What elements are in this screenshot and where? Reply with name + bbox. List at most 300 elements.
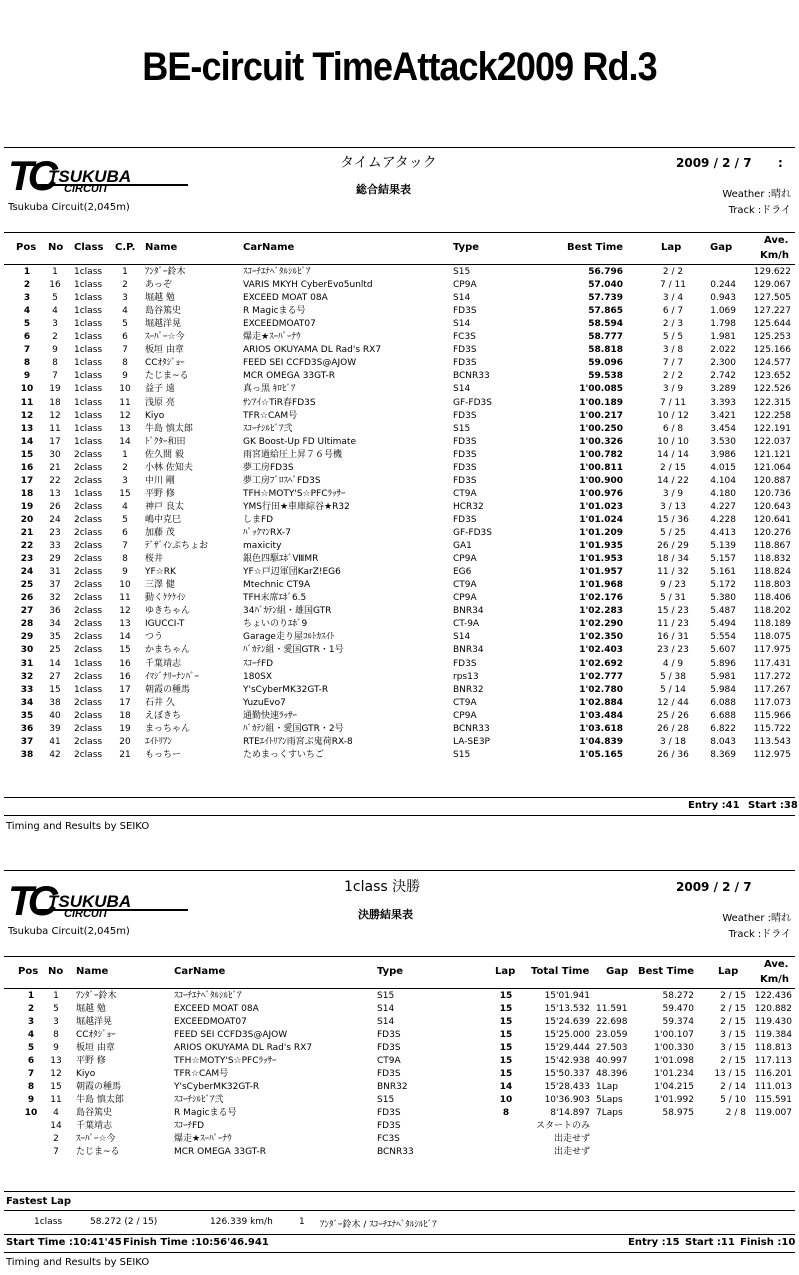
- cell-ave: 119.384: [754, 1030, 792, 1040]
- cell-ave: 118.867: [753, 541, 791, 552]
- cell-pos: 9: [23, 371, 31, 382]
- cell-lap: 5 / 38: [660, 671, 686, 682]
- cell-car: R Magicまる号: [243, 306, 306, 317]
- cell-class: 2class: [74, 697, 103, 708]
- cell-type: rps13: [453, 671, 479, 682]
- cell-lap: 15: [499, 1056, 513, 1066]
- cell-no: 2: [53, 1134, 59, 1144]
- cell-no: 15: [49, 684, 61, 695]
- s1-col-lap: Lap: [661, 242, 682, 253]
- cell-car: TFR☆CAM号: [174, 1069, 229, 1079]
- cell-type: FD3S: [453, 475, 477, 486]
- cell-class: 1class: [74, 410, 103, 421]
- table-row: [0, 1016, 799, 1029]
- s2-footer-rule-1: [4, 1234, 795, 1235]
- cell-class: 2class: [74, 736, 103, 747]
- cell-name: 三澤 健: [145, 580, 175, 591]
- cell-class: 2class: [74, 671, 103, 682]
- cell-best: 1'01.024: [579, 514, 623, 525]
- cell-cp: 15: [119, 488, 131, 499]
- cell-total: 15'50.337: [544, 1069, 590, 1079]
- cell-best: 1'00.217: [579, 410, 623, 421]
- cell-gap: 27.503: [596, 1043, 628, 1053]
- cell-class: 2class: [74, 449, 103, 460]
- cell-car: ｽｺｰﾁFD: [174, 1121, 205, 1131]
- cell-lap: 5 / 31: [660, 593, 686, 604]
- cell-type: FD3S: [453, 410, 477, 421]
- s2-fastest-rule: [4, 1191, 795, 1192]
- s2-col-lap2: Lap: [718, 966, 739, 977]
- cell-lap: 14 / 22: [657, 475, 689, 486]
- cell-lap: 15: [499, 1043, 513, 1053]
- s2-fastest-rule-2: [4, 1210, 795, 1211]
- cell-pos: 4: [27, 1030, 35, 1040]
- cell-car: 爆走★ｽｰﾊﾟｰﾅｳ: [243, 332, 301, 343]
- cell-pos: 6: [23, 332, 31, 343]
- cell-ave: 120.887: [753, 475, 791, 486]
- cell-gap: 3.421: [710, 410, 736, 421]
- table-row: [0, 671, 799, 684]
- cell-pos: 26: [20, 593, 34, 604]
- cell-best: 1'04.839: [579, 736, 623, 747]
- s1-col-ave: Ave.: [764, 235, 789, 246]
- cell-total: 8'14.897: [550, 1108, 590, 1118]
- cell-ave: 121.064: [753, 462, 791, 473]
- cell-no: 29: [49, 554, 61, 565]
- cell-cp: 13: [119, 619, 131, 630]
- cell-cp: 13: [119, 423, 131, 434]
- cell-pos: 18: [20, 488, 34, 499]
- cell-name: 牛島 慎太郎: [145, 423, 193, 434]
- cell-no: 7: [53, 1147, 59, 1157]
- cell-lap: 2 / 15: [660, 462, 686, 473]
- table-row: [0, 462, 799, 475]
- cell-no: 34: [49, 619, 61, 630]
- cell-ave: 118.406: [753, 593, 791, 604]
- cell-type: FD3S: [377, 1121, 401, 1131]
- table-row: [0, 1055, 799, 1068]
- cell-car: 真っ黒 ｷﾛﾋﾞｱ: [243, 384, 296, 395]
- cell-name: CCｵﾀｼﾞｮｰ: [76, 1030, 116, 1040]
- cell-no: 9: [53, 1043, 59, 1053]
- cell-ave: 118.202: [753, 606, 791, 617]
- cell-ave: 117.113: [754, 1056, 792, 1066]
- cell-car: R Magicまる号: [174, 1108, 237, 1118]
- table-row: [0, 383, 799, 396]
- table-row: [0, 527, 799, 540]
- cell-ave: 113.543: [753, 736, 791, 747]
- cell-class: 1class: [74, 267, 103, 277]
- cell-ave: 121.121: [753, 449, 791, 460]
- cell-name: 堀越 勉: [145, 293, 175, 304]
- section1-top-rule: [4, 147, 795, 148]
- cell-gap: 11.591: [596, 1004, 628, 1014]
- cell-type: CT9A: [377, 1056, 401, 1066]
- cell-type: CP9A: [453, 593, 477, 604]
- cell-total: 15'25.000: [544, 1030, 590, 1040]
- s2-col-carname: CarName: [174, 966, 226, 977]
- cell-ave: 125.644: [753, 319, 791, 330]
- cell-gap: 6.088: [710, 697, 736, 708]
- table-row: [0, 749, 799, 762]
- cell-type: FD3S: [453, 436, 477, 447]
- cell-class: 1class: [74, 436, 103, 447]
- cell-best: 1'01.968: [579, 580, 623, 591]
- cell-total: 15'28.433: [544, 1082, 590, 1092]
- cell-type: FD3S: [377, 1108, 401, 1118]
- s2-weather: Weather :晴れ: [722, 913, 791, 924]
- cell-best: 59.096: [588, 358, 623, 369]
- cell-class: 1class: [74, 280, 103, 291]
- cell-gap: 5.487: [710, 606, 736, 617]
- s1-header-rule-bottom: [4, 264, 795, 265]
- cell-no: 36: [49, 606, 61, 617]
- cell-no: 23: [49, 528, 61, 538]
- table-row: [0, 1120, 799, 1133]
- table-row: [0, 305, 799, 318]
- cell-cp: 16: [119, 658, 131, 669]
- cell-lap: 15: [499, 1017, 513, 1027]
- s2-col-pos: Pos: [18, 966, 39, 977]
- cell-type: FD3S: [453, 449, 477, 460]
- cell-cp: 9: [122, 567, 128, 578]
- cell-lap: 6 / 8: [662, 423, 684, 434]
- cell-no: 5: [52, 293, 58, 304]
- cell-cp: 1: [122, 449, 128, 460]
- cell-class: 2class: [74, 475, 103, 486]
- cell-gap: 2.300: [710, 358, 736, 369]
- cell-name: えぼきち: [145, 710, 182, 721]
- cell-no: 11: [49, 423, 61, 434]
- cell-ave: 127.227: [753, 306, 791, 317]
- cell-car: ARIOS OKUYAMA DL Rad's RX7: [174, 1043, 313, 1053]
- cell-gap: 4.228: [710, 514, 736, 525]
- cell-cp: 16: [119, 671, 131, 682]
- cell-pos: 13: [20, 423, 34, 434]
- cell-pos: 1: [27, 991, 35, 1001]
- fastest-time: 58.272 (2 / 15): [90, 1217, 158, 1227]
- finish-time: Finish Time :10:56'46.941: [123, 1237, 269, 1248]
- cell-car: 通勤快速ﾗｯｻｰ: [243, 710, 298, 721]
- table-row: [0, 397, 799, 410]
- cell-gap: 2.022: [710, 345, 736, 356]
- s1-col-no: No: [48, 242, 64, 253]
- cell-name: たじま~る: [145, 371, 189, 382]
- cell-cp: 5: [122, 514, 128, 525]
- cell-name: 堀越洋晃: [145, 319, 182, 330]
- cell-type: FD3S: [453, 358, 477, 369]
- cell-class: 1class: [74, 384, 103, 395]
- cell-gap: 5.380: [710, 593, 736, 604]
- cell-pos: 8: [27, 1082, 35, 1092]
- cell-no: 18: [49, 397, 61, 408]
- cell-class: 1class: [74, 658, 103, 669]
- cell-class: 1class: [74, 423, 103, 434]
- cell-best: 58.818: [588, 345, 623, 356]
- cell-best: 56.796: [588, 267, 623, 277]
- cell-no: 15: [50, 1082, 62, 1092]
- cell-best: 57.040: [588, 280, 623, 291]
- cell-lap: 18 / 34: [657, 554, 689, 565]
- cell-name: 石井 久: [145, 697, 175, 708]
- s2-track: Track :ドライ: [728, 929, 791, 940]
- cell-ave: 129.067: [753, 280, 791, 291]
- cell-lap: 26 / 28: [657, 723, 689, 734]
- cell-lap2: 5 / 10: [720, 1095, 746, 1105]
- cell-type: CT-9A: [453, 619, 480, 630]
- cell-name: あっぞ: [145, 280, 172, 291]
- cell-type: S14: [377, 1017, 395, 1027]
- cell-best: 1'02.350: [579, 632, 623, 643]
- cell-name: 平野 修: [76, 1056, 106, 1066]
- table-row: [0, 449, 799, 462]
- cell-cp: 8: [122, 358, 128, 369]
- cell-car: しまFD: [243, 514, 274, 525]
- cell-gap: 3.454: [710, 423, 736, 434]
- cell-no: 39: [49, 723, 61, 734]
- cell-type: FC3S: [377, 1134, 400, 1144]
- cell-ave: 124.577: [753, 358, 791, 369]
- cell-lap2: 2 / 15: [720, 991, 746, 1001]
- s2-entry: Entry :15: [628, 1237, 680, 1248]
- s2-col-gap: Gap: [606, 966, 629, 977]
- table-row: [0, 514, 799, 527]
- cell-no: 22: [49, 475, 61, 486]
- cell-name: ﾄﾞｸﾀｰ和田: [145, 436, 186, 447]
- cell-name: YF☆RK: [145, 567, 176, 578]
- cell-best: 1'00.900: [579, 475, 623, 486]
- s1-footer-rule-2: [4, 815, 795, 816]
- cell-no: 19: [49, 384, 61, 395]
- s1-col-kmh: Km/h: [760, 250, 789, 261]
- cell-car: VARIS MKYH CyberEvo5unltd: [243, 280, 373, 291]
- cell-lap: 7 / 7: [662, 358, 684, 369]
- cell-type: GA1: [453, 541, 472, 552]
- cell-cp: 17: [119, 697, 131, 708]
- cell-type: FD3S: [453, 462, 477, 473]
- cell-best: 1'02.780: [579, 684, 623, 695]
- cell-type: S14: [453, 632, 471, 643]
- cell-gap: 6.688: [710, 710, 736, 721]
- cell-name: 嶋中克巳: [145, 514, 182, 525]
- cell-cp: 4: [122, 306, 128, 317]
- s1-col-best: Best Time: [567, 242, 624, 253]
- cell-no: 33: [49, 541, 61, 552]
- cell-total: 15'01.941: [544, 991, 590, 1001]
- table-row: [0, 631, 799, 644]
- cell-lap: 4 / 9: [662, 658, 684, 669]
- cell-cp: 14: [119, 632, 131, 643]
- cell-total: 15'29.444: [544, 1043, 590, 1053]
- table-row: [0, 697, 799, 710]
- cell-ave: 117.267: [753, 684, 791, 695]
- cell-cp: 4: [122, 501, 128, 512]
- s2-col-best: Best Time: [638, 966, 695, 977]
- table-row: [0, 1107, 799, 1120]
- cell-class: 1class: [74, 293, 103, 304]
- page-title: BE-circuit TimeAttack2009 Rd.3: [142, 45, 657, 89]
- table-row: [0, 279, 799, 292]
- cell-type: CP9A: [453, 710, 477, 721]
- cell-total: 15'42.938: [544, 1056, 590, 1066]
- cell-type: S15: [377, 1095, 395, 1105]
- cell-class: 2class: [74, 580, 103, 591]
- cell-best: 1'02.777: [579, 671, 623, 682]
- cell-name: 神戸 良太: [145, 501, 184, 512]
- cell-pos: 30: [20, 645, 34, 656]
- cell-lap2: 2 / 15: [720, 1056, 746, 1066]
- cell-best: 57.865: [588, 306, 623, 317]
- cell-ave: 115.966: [753, 710, 791, 721]
- cell-cp: 12: [119, 606, 131, 617]
- cell-type: S14: [453, 384, 471, 395]
- cell-no: 14: [49, 658, 61, 669]
- cell-car: 夢工房ﾌﾟﾛｽﾍﾟFD3S: [243, 475, 321, 486]
- cell-lap2: 3 / 15: [720, 1030, 746, 1040]
- cell-pos: 10: [20, 384, 34, 395]
- cell-no: 13: [49, 488, 61, 499]
- cell-best: 1'02.403: [579, 645, 623, 656]
- cell-lap: 5 / 5: [662, 332, 684, 343]
- cell-best: 1'03.618: [579, 723, 623, 734]
- cell-type: CT9A: [453, 697, 477, 708]
- logo-tsukuba-2: TSUKUBA: [48, 892, 132, 911]
- cell-lap: 15 / 36: [657, 514, 689, 525]
- table-row: [0, 1068, 799, 1081]
- cell-no: 12: [49, 410, 61, 421]
- table-row: [0, 1003, 799, 1016]
- cell-car: ｽｺｰﾁｼﾙﾋﾞｱ弐: [243, 423, 293, 434]
- cell-gap: 40.997: [596, 1056, 628, 1066]
- cell-lap: 15: [499, 1030, 513, 1040]
- cell-lap: 11 / 23: [657, 619, 689, 630]
- cell-gap: 5.494: [710, 619, 736, 630]
- cell-best: 1'00.189: [579, 397, 623, 408]
- cell-lap: 11 / 32: [657, 567, 689, 578]
- cell-name: たじま~る: [76, 1147, 120, 1157]
- cell-lap: 3 / 9: [662, 384, 684, 395]
- cell-pos: 24: [20, 567, 34, 578]
- cell-pos: 3: [27, 1017, 35, 1027]
- cell-lap: 2 / 2: [662, 371, 684, 382]
- cell-car: ｻﾝｱｲ☆TiR春FD3S: [243, 397, 316, 408]
- cell-lap2: 3 / 15: [720, 1043, 746, 1053]
- cell-gap: 0.244: [710, 280, 736, 291]
- cell-lap: 3 / 4: [662, 293, 684, 304]
- s2-col-ave: Ave.: [764, 959, 789, 970]
- cell-car: ﾊﾞｶﾃﾝ組・愛国GTR・2号: [243, 723, 344, 734]
- fastest-speed: 126.339 km/h: [210, 1217, 273, 1227]
- cell-pos: 2: [23, 280, 31, 291]
- cell-ave: 118.824: [753, 567, 791, 578]
- cell-total: 出走せず: [553, 1147, 590, 1157]
- cell-lap: 5 / 14: [660, 684, 686, 695]
- cell-cp: 6: [122, 332, 128, 343]
- cell-best: 1'01.935: [579, 541, 623, 552]
- cell-best: 1'02.884: [579, 697, 623, 708]
- cell-name: ｱﾝﾀﾞｰ鈴木: [76, 991, 117, 1001]
- logo-circuit-2: CiRCUIT: [64, 908, 109, 920]
- cell-no: 30: [49, 449, 61, 460]
- cell-name: 佐久間 毅: [145, 449, 184, 460]
- cell-class: 2class: [74, 554, 103, 565]
- cell-car: Y'sCyberMK32GT-R: [174, 1082, 260, 1092]
- cell-ave: 125.253: [753, 332, 791, 343]
- cell-lap: 2 / 3: [662, 319, 684, 330]
- cell-gap: 0.943: [710, 293, 736, 304]
- cell-cp: 7: [122, 345, 128, 356]
- cell-type: FC3S: [453, 332, 476, 343]
- cell-ave: 118.189: [753, 619, 791, 630]
- cell-pos: 36: [20, 723, 34, 734]
- cell-ave: 117.975: [753, 645, 791, 656]
- cell-type: CP9A: [453, 280, 477, 291]
- cell-type: LA-SE3P: [453, 736, 490, 747]
- cell-type: S15: [453, 749, 471, 760]
- cell-gap: 1.981: [710, 332, 736, 343]
- logo-underline-2: [38, 909, 188, 911]
- cell-class: 1class: [74, 371, 103, 382]
- table-row: [0, 553, 799, 566]
- cell-best: 1'01.953: [579, 554, 623, 565]
- cell-class: 2class: [74, 749, 103, 760]
- table-row: [0, 410, 799, 423]
- cell-pos: 15: [20, 449, 34, 460]
- table-row: [0, 488, 799, 501]
- s2-footer-rule-2: [4, 1252, 795, 1253]
- cell-lap: 25 / 26: [657, 710, 689, 721]
- cell-gap: 5.172: [710, 580, 736, 591]
- cell-pos: 35: [20, 710, 34, 721]
- cell-name: 益子 遠: [145, 384, 175, 395]
- cell-ave: 123.652: [753, 371, 791, 382]
- cell-pos: 31: [20, 658, 34, 669]
- cell-lap: 2 / 2: [662, 267, 684, 277]
- cell-name: IGUCCI-T: [145, 619, 185, 630]
- cell-type: S15: [453, 267, 471, 277]
- cell-car: 爆走★ｽｰﾊﾟｰﾅｳ: [174, 1134, 232, 1144]
- cell-cp: 8: [122, 554, 128, 565]
- table-row: [0, 1081, 799, 1094]
- cell-ave: 117.431: [753, 658, 791, 669]
- cell-pos: 19: [20, 501, 34, 512]
- start-time: Start Time :10:41'45: [6, 1237, 122, 1248]
- cell-name: 朝霞の種馬: [76, 1082, 122, 1092]
- cell-gap: 23.059: [596, 1030, 628, 1040]
- circuit-label-2: Tsukuba Circuit(2,045m): [8, 926, 130, 937]
- cell-car: YF☆戸辺軍団KarZ!EG6: [243, 567, 341, 578]
- cell-type: BNR34: [453, 645, 484, 656]
- cell-car: Y'sCyberMK32GT-R: [243, 684, 329, 695]
- cell-pos: 33: [20, 684, 34, 695]
- cell-pos: 6: [27, 1056, 35, 1066]
- cell-no: 21: [49, 462, 61, 473]
- table-row: [0, 357, 799, 370]
- cell-pos: 27: [20, 606, 34, 617]
- s2-col-type: Type: [377, 966, 404, 977]
- cell-name: ﾃﾞｻﾞｲﾝぷちょお: [145, 541, 209, 552]
- cell-ave: 118.832: [753, 554, 791, 565]
- cell-name: 千葉靖志: [145, 658, 182, 669]
- cell-gap: 4.104: [710, 475, 736, 486]
- table-row: [0, 501, 799, 514]
- cell-pos: 7: [27, 1069, 35, 1079]
- cell-ave: 120.641: [753, 514, 791, 525]
- cell-ave: 120.736: [753, 488, 791, 499]
- cell-gap: 4.180: [710, 488, 736, 499]
- s1-footer-rule-1: [4, 797, 795, 798]
- cell-no: 8: [53, 1030, 59, 1040]
